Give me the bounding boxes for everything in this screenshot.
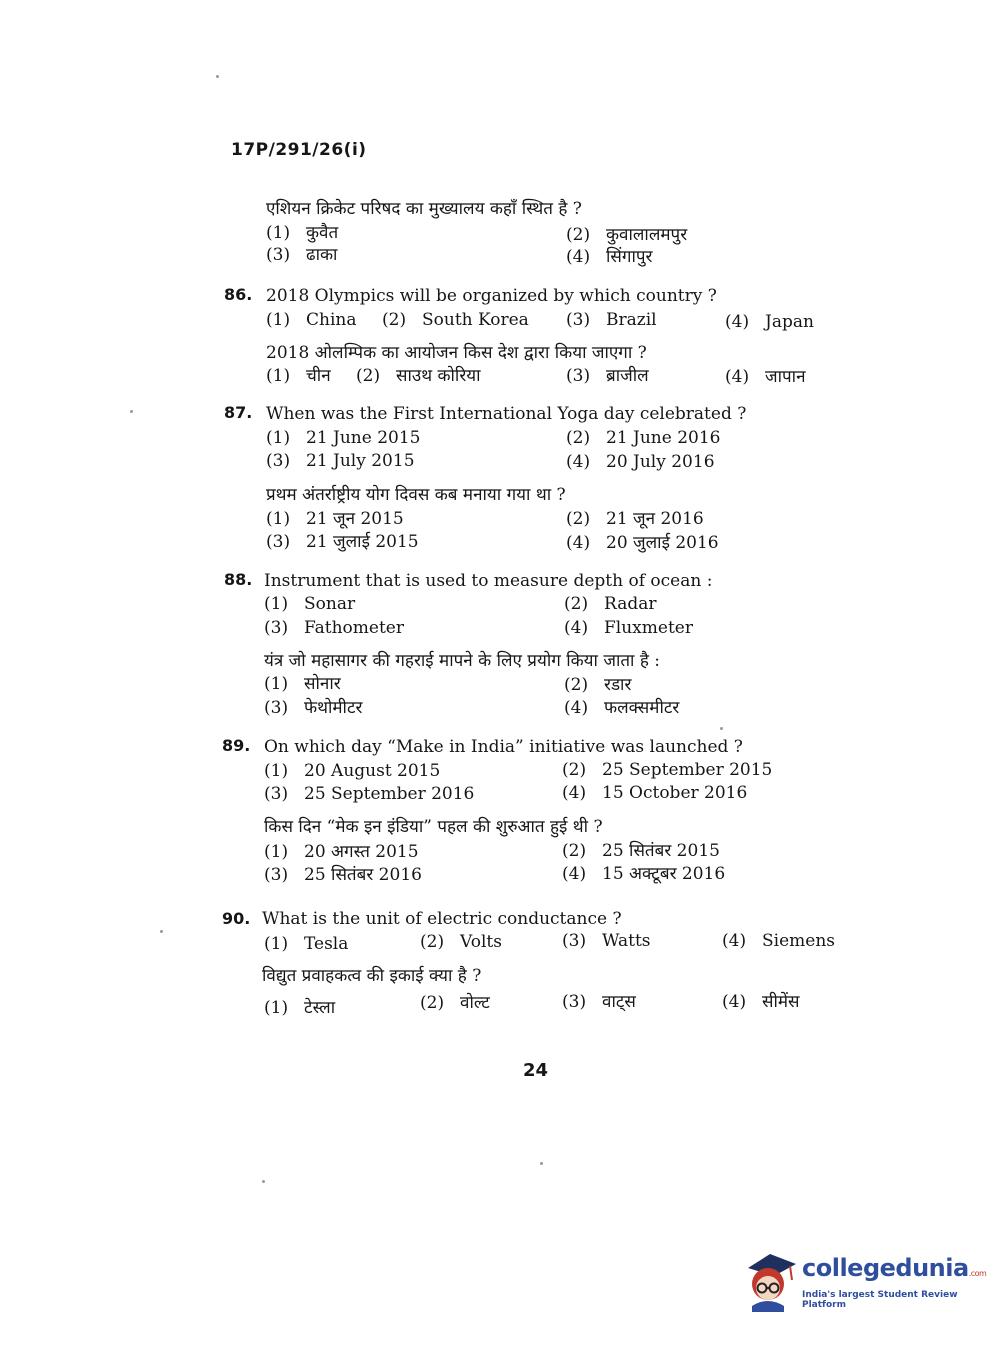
q87-hi-option-2: (2) 21 जून 2016 xyxy=(566,509,704,529)
q87-hindi-text: प्रथम अंतर्राष्ट्रीय योग दिवस कब मनाया गया था ? xyxy=(266,485,566,505)
q90-en-option-4: (4) Siemens xyxy=(722,931,835,951)
page-number: 24 xyxy=(523,1060,549,1081)
q88-en-option-1: (1) Sonar xyxy=(264,594,356,614)
q89-hi-option-3: (3) 25 सितंबर 2016 xyxy=(264,865,422,885)
q86-hi-option-2: (2) साउथ कोरिया xyxy=(356,366,481,386)
scan-speck xyxy=(130,410,133,413)
q88-hi-option-2: (2) रडार xyxy=(564,675,632,695)
q88-hindi-text: यंत्र जो महासागर की गहराई मापने के लिए प्रयोग किया जाता है : xyxy=(264,651,661,671)
q87-hi-option-4: (4) 20 जुलाई 2016 xyxy=(566,533,719,553)
q87-hi-option-1: (1) 21 जून 2015 xyxy=(266,509,404,529)
q87-english-text: When was the First International Yoga day celebrated ? xyxy=(266,404,747,424)
q88-en-option-3: (3) Fathometer xyxy=(264,618,404,638)
q87-number: 87. xyxy=(224,403,253,422)
q87-en-option-1: (1) 21 June 2015 xyxy=(266,428,421,448)
q89-hi-option-2: (2) 25 सितंबर 2015 xyxy=(562,841,720,861)
q90-hi-option-2: (2) वोल्ट xyxy=(420,993,490,1013)
q89-hi-option-1: (1) 20 अगस्त 2015 xyxy=(264,842,419,862)
q85-option-3: (3) ढाका xyxy=(266,245,338,265)
q88-en-option-2: (2) Radar xyxy=(564,594,657,614)
brand-tagline: India's largest Student Review Platform xyxy=(802,1290,958,1310)
collegedunia-watermark xyxy=(740,1248,987,1318)
q88-hi-option-1: (1) सोनार xyxy=(264,674,341,694)
mascot-icon xyxy=(740,1250,798,1312)
q86-en-option-2: (2) South Korea xyxy=(382,310,529,330)
q90-hi-option-4: (4) सीमेंस xyxy=(722,992,800,1012)
q89-number: 89. xyxy=(222,736,251,755)
q85-hindi-text: एशियन क्रिकेट परिषद का मुख्यालय कहाँ स्थित है ? xyxy=(266,199,582,219)
q88-hi-option-4: (4) फलक्समीटर xyxy=(564,698,680,718)
q86-hi-option-3: (3) ब्राजील xyxy=(566,366,649,386)
q88-english-text: Instrument that is used to measure depth of ocean : xyxy=(264,571,713,591)
q90-en-option-3: (3) Watts xyxy=(562,931,651,951)
scan-speck xyxy=(216,75,219,78)
q86-hi-option-1: (1) चीन xyxy=(266,366,331,386)
q87-hi-option-3: (3) 21 जुलाई 2015 xyxy=(266,532,419,552)
q89-english-text: On which day “Make in India” initiative was launched ? xyxy=(264,737,743,757)
q89-en-option-1: (1) 20 August 2015 xyxy=(264,761,441,781)
q88-number: 88. xyxy=(224,570,253,589)
q88-hi-option-3: (3) फेथोमीटर xyxy=(264,698,363,718)
q90-english-text: What is the unit of electric conductance ? xyxy=(262,909,622,929)
brand-name: collegedunia.com xyxy=(802,1254,987,1282)
paper-code: 17P/291/26(i) xyxy=(231,140,367,160)
scan-speck xyxy=(540,1162,543,1165)
q85-option-1: (1) कुवैत xyxy=(266,223,339,243)
q87-en-option-4: (4) 20 July 2016 xyxy=(566,452,715,472)
q86-number: 86. xyxy=(224,285,253,304)
q89-en-option-2: (2) 25 September 2015 xyxy=(562,760,773,780)
q90-en-option-2: (2) Volts xyxy=(420,932,502,952)
q86-en-option-1: (1) China xyxy=(266,310,357,330)
q90-hindi-text: विद्युत प्रवाहकत्व की इकाई क्या है ? xyxy=(262,966,482,986)
q85-option-2: (2) कुवालालमपुर xyxy=(566,225,688,245)
scan-speck xyxy=(262,1180,265,1183)
scan-speck xyxy=(160,930,163,933)
q86-hi-option-4: (4) जापान xyxy=(725,367,806,387)
q89-hi-option-4: (4) 15 अक्टूबर 2016 xyxy=(562,864,726,884)
q86-en-option-4: (4) Japan xyxy=(725,312,814,332)
q90-number: 90. xyxy=(222,909,251,928)
q86-english-text: 2018 Olympics will be organized by which country ? xyxy=(266,286,717,306)
q85-option-4: (4) सिंगापुर xyxy=(566,247,653,267)
q86-hindi-text: 2018 ओलम्पिक का आयोजन किस देश द्वारा किया जाएगा ? xyxy=(266,343,647,363)
q89-en-option-3: (3) 25 September 2016 xyxy=(264,784,475,804)
q86-en-option-3: (3) Brazil xyxy=(566,310,657,330)
q90-hi-option-1: (1) टेस्ला xyxy=(264,998,336,1018)
q87-en-option-2: (2) 21 June 2016 xyxy=(566,428,721,448)
q89-hindi-text: किस दिन “मेक इन इंडिया” पहल की शुरुआत हुई थी ? xyxy=(264,817,603,837)
q89-en-option-4: (4) 15 October 2016 xyxy=(562,783,748,803)
scan-speck xyxy=(720,727,723,730)
q87-en-option-3: (3) 21 July 2015 xyxy=(266,451,415,471)
q90-en-option-1: (1) Tesla xyxy=(264,934,349,954)
q88-en-option-4: (4) Fluxmeter xyxy=(564,618,693,638)
q90-hi-option-3: (3) वाट्स xyxy=(562,992,636,1012)
